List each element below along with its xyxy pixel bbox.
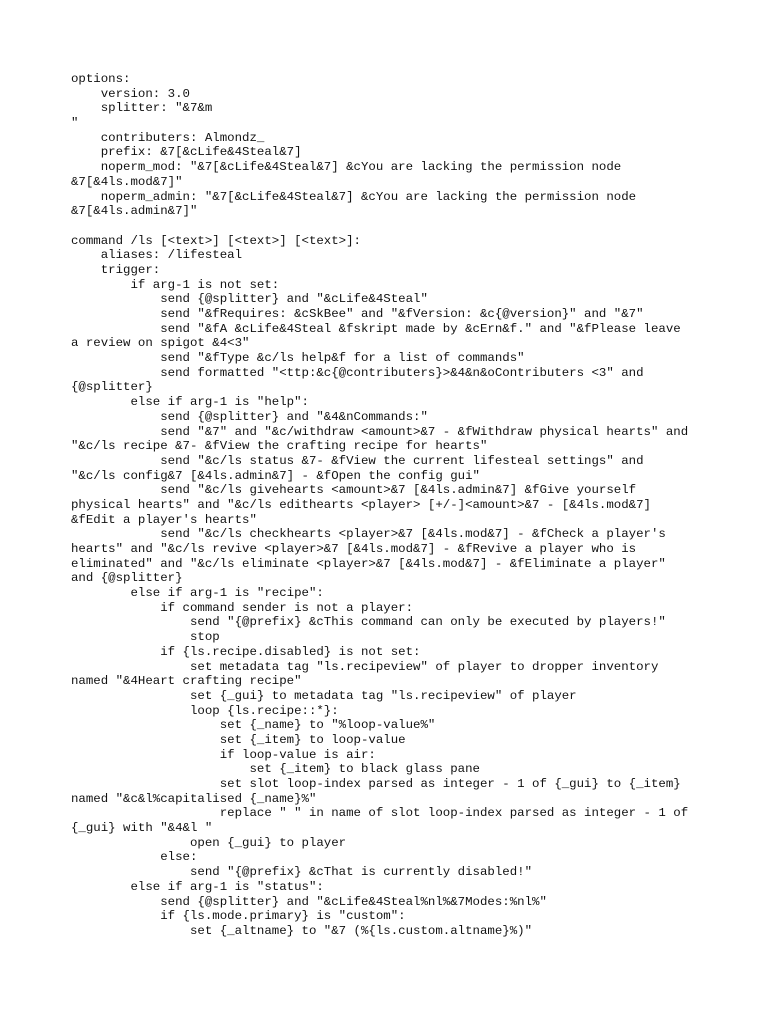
code-line: send "{@prefix} &cThis command can only be executed by players!" [71,615,666,630]
code-line: if arg-1 is not set: [71,277,280,292]
code-line: send "&fRequires: &cSkBee" and "&fVersion: &c{@version}" and "&7" [71,307,644,321]
code-line: trigger: [71,262,161,277]
code-line: send {@splitter} and "&cLife&4Steal%nl%&7Modes:%nl%" [71,894,547,909]
code-line: a review on spigot &4<3" [71,336,250,351]
code-line: stop [71,630,220,645]
code-line: splitter: "&7&m [71,101,213,116]
code-line: named "&c&l%capitalised {_name}%" [71,791,317,806]
code-line: send {@splitter} and "&cLife&4Steal" [71,292,428,307]
code-line: open {_gui} to player [71,835,347,850]
code-line: noperm_admin: "&7[&cLife&4Steal&7] &cYou are lacking the permission node [71,189,637,204]
code-line: command /ls [<text>] [<text>] [<text>]: [71,233,361,248]
code-line: else if arg-1 is "recipe": [71,586,324,601]
code-line: send formatted "<ttp:&c{@contributers}>&4&n&oContributers <3" and [71,365,644,380]
code-line: hearts" and "&c/ls revive <player>&7 [&4ls.mod&7] - &fRevive a player who is [71,542,637,556]
code-line: {_gui} with "&4&l " [71,821,213,836]
code-line: if {ls.mode.primary} is "custom": [71,909,406,924]
code-block [71,72,711,939]
code-line: named "&4Heart crafting recipe" [71,674,302,689]
code-line: else: [71,850,198,865]
code-line: send "&c/ls checkhearts <player>&7 [&4ls.mod&7] - &fCheck a player's [71,527,666,542]
code-line: noperm_mod: "&7[&cLife&4Steal&7] &cYou are lacking the permission node [71,160,622,175]
code-line: set {_item} to loop-value [71,732,406,747]
code-line: set metadata tag "ls.recipeview" of player to dropper inventory [71,659,659,674]
code-line: send "&fType &c/ls help&f for a list of commands" [71,351,525,366]
code-line: &7[&4ls.mod&7]" [71,174,183,189]
code-line: version: 3.0 [71,86,190,101]
code-line: loop {ls.recipe::*}: [71,703,339,718]
code-line: if command sender is not a player: [71,600,414,615]
code-line: aliases: /lifesteal [71,248,243,263]
code-line: {@splitter} [71,380,153,395]
code-line: else if arg-1 is "help": [71,395,309,410]
code-line: physical hearts" and "&c/ls edithearts <player> [+/-]<amount>&7 - [&4ls.mod&7] [71,497,651,512]
code-line: "&c/ls config&7 [&4ls.admin&7] - &fOpen the config gui" [71,468,480,483]
code-line: if loop-value is air: [71,747,376,762]
code-line: eliminated" and "&c/ls eliminate <player>&7 [&4ls.mod&7] - &fEliminate a player" [71,556,666,571]
code-line: contributers: Almondz_ [71,130,265,145]
code-line: options: [71,72,131,86]
code-line: " [71,116,79,131]
code-line: send "&fA &cLife&4Steal &fskript made by &cErn&f." and "&fPlease leave [71,321,681,336]
code-line: set {_gui} to metadata tag "ls.recipeview" of player [71,688,577,703]
code-line: send "&c/ls givehearts <amount>&7 [&4ls.admin&7] &fGive yourself [71,483,637,498]
code-line: prefix: &7[&cLife&4Steal&7] [71,145,302,160]
code-line: send "&7" and "&c/withdraw <amount>&7 - &fWithdraw physical hearts" and [71,424,689,439]
code-line: set {_altname} to "&7 (%{ls.custom.altname}%)" [71,923,533,938]
code-line: set {_name} to "%loop-value%" [71,718,436,733]
code-line: replace " " in name of slot loop-index parsed as integer - 1 of [71,806,689,821]
code-line: if {ls.recipe.disabled} is not set: [71,644,421,659]
code-line: &fEdit a player's hearts" [71,512,257,527]
code-line: set {_item} to black glass pane [71,762,480,777]
code-line: &7[&4ls.admin&7]" [71,204,198,219]
code-line: send "{@prefix} &cThat is currently disabled!" [71,865,533,880]
code-line: and {@splitter} [71,571,183,586]
code-line: send {@splitter} and "&4&nCommands:" [71,409,428,424]
code-line: set slot loop-index parsed as integer - 1 of {_gui} to {_item} [71,777,681,791]
code-line: send "&c/ls status &7- &fView the current lifesteal settings" and [71,453,644,468]
code-line [71,219,711,234]
code-line: else if arg-1 is "status": [71,879,324,894]
code-line: "&c/ls recipe &7- &fView the crafting recipe for hearts" [71,439,488,454]
